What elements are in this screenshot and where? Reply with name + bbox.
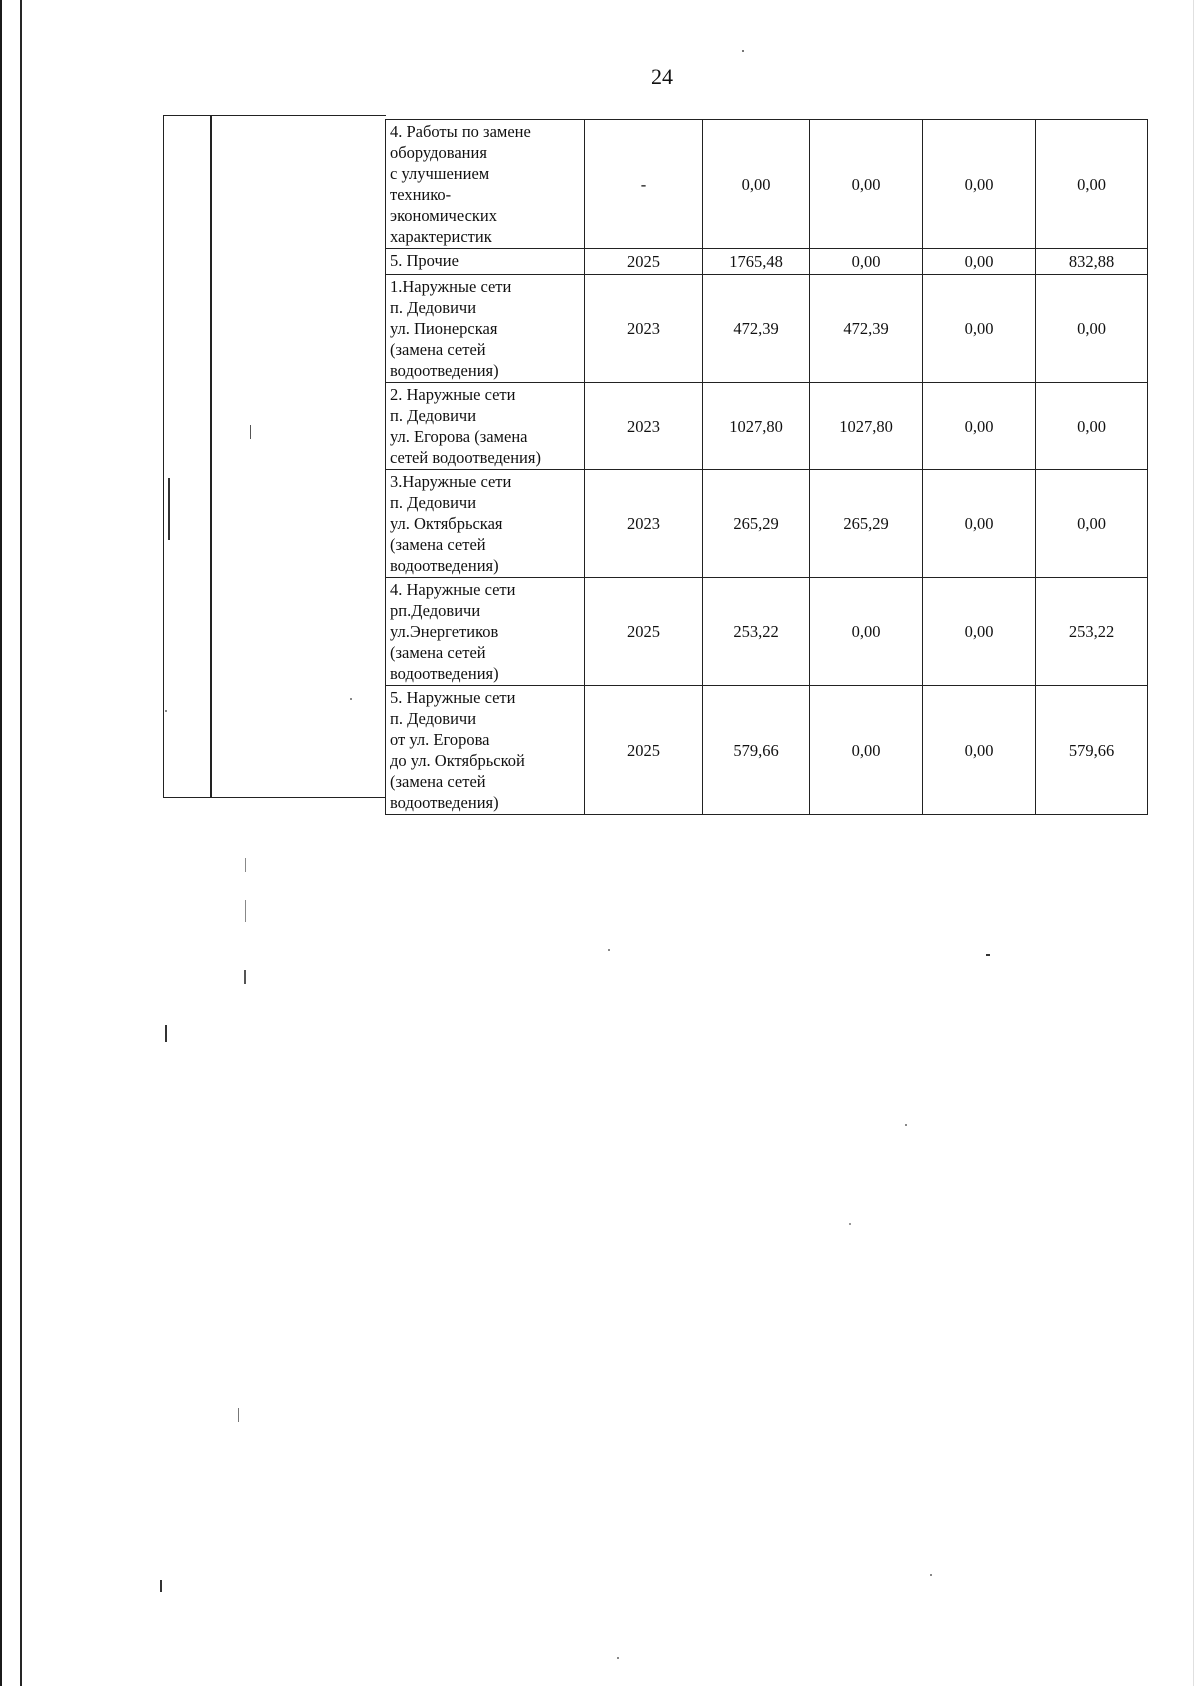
value-cell: 0,00 bbox=[1036, 470, 1148, 578]
row-name-cell: 5. Прочие bbox=[386, 249, 585, 275]
table-row bbox=[386, 120, 1148, 249]
scan-speck bbox=[168, 478, 170, 540]
scan-speck bbox=[350, 698, 352, 700]
value-cell: 0,00 bbox=[923, 578, 1036, 686]
table-row bbox=[386, 578, 1148, 686]
table-left-columns bbox=[163, 115, 386, 798]
table-row bbox=[386, 686, 1148, 815]
year-cell: 2023 bbox=[585, 470, 703, 578]
row-name-cell: 2. Наружные сети п. Дедовичи ул. Егорова (замена сетей водоотведения) bbox=[386, 383, 585, 470]
investment-table bbox=[385, 119, 1148, 815]
value-cell: 472,39 bbox=[810, 275, 923, 383]
scan-binding-edge-inner bbox=[20, 0, 22, 1686]
row-name-cell: 4. Работы по замене оборудования с улучшением технико- экономических характеристик bbox=[386, 120, 585, 249]
scan-speck bbox=[930, 1574, 932, 1576]
value-cell: 579,66 bbox=[1036, 686, 1148, 815]
scan-speck bbox=[905, 1124, 907, 1126]
value-cell: 0,00 bbox=[1036, 383, 1148, 470]
value-cell: 0,00 bbox=[810, 578, 923, 686]
value-cell: 0,00 bbox=[923, 383, 1036, 470]
scan-speck bbox=[245, 900, 246, 922]
scan-speck bbox=[245, 858, 246, 872]
value-cell: 265,29 bbox=[703, 470, 810, 578]
value-cell: 253,22 bbox=[1036, 578, 1148, 686]
row-name-cell: 3.Наружные сети п. Дедовичи ул. Октябрьская (замена сетей водоотведения) bbox=[386, 470, 585, 578]
year-cell: 2025 bbox=[585, 686, 703, 815]
scan-speck bbox=[244, 970, 246, 984]
value-cell: 0,00 bbox=[810, 120, 923, 249]
value-cell: 0,00 bbox=[1036, 275, 1148, 383]
value-cell: 832,88 bbox=[1036, 249, 1148, 275]
scan-speck bbox=[160, 1580, 162, 1592]
row-name-cell: 5. Наружные сети п. Дедовичи от ул. Егорова до ул. Октябрьской (замена сетей водоотведения) bbox=[386, 686, 585, 815]
scan-speck bbox=[238, 1408, 239, 1422]
value-cell: 0,00 bbox=[923, 686, 1036, 815]
scan-right-edge bbox=[1193, 0, 1194, 1686]
year-cell: - bbox=[585, 120, 703, 249]
year-cell: 2025 bbox=[585, 249, 703, 275]
value-cell: 0,00 bbox=[923, 470, 1036, 578]
value-cell: 0,00 bbox=[810, 249, 923, 275]
scan-speck bbox=[986, 954, 990, 956]
value-cell: 472,39 bbox=[703, 275, 810, 383]
scan-speck bbox=[608, 949, 610, 951]
scan-speck bbox=[617, 1657, 619, 1659]
year-cell: 2023 bbox=[585, 383, 703, 470]
value-cell: 0,00 bbox=[923, 120, 1036, 249]
scan-speck bbox=[165, 710, 167, 712]
row-name-cell: 4. Наружные сети рп.Дедовичи ул.Энергетиков (замена сетей водоотведения) bbox=[386, 578, 585, 686]
scan-speck bbox=[742, 50, 744, 52]
scan-speck bbox=[165, 1025, 167, 1042]
value-cell: 0,00 bbox=[923, 275, 1036, 383]
table-row bbox=[386, 249, 1148, 275]
table-row bbox=[386, 275, 1148, 383]
table-row bbox=[386, 470, 1148, 578]
table-row bbox=[386, 383, 1148, 470]
value-cell: 579,66 bbox=[703, 686, 810, 815]
scan-binding-edge bbox=[0, 0, 2, 1686]
value-cell: 265,29 bbox=[810, 470, 923, 578]
value-cell: 0,00 bbox=[703, 120, 810, 249]
value-cell: 1027,80 bbox=[703, 383, 810, 470]
value-cell: 0,00 bbox=[923, 249, 1036, 275]
value-cell: 0,00 bbox=[810, 686, 923, 815]
scan-speck bbox=[250, 425, 251, 439]
value-cell: 1027,80 bbox=[810, 383, 923, 470]
page-number: 24 bbox=[651, 64, 673, 89]
year-cell: 2025 bbox=[585, 578, 703, 686]
scan-speck bbox=[849, 1223, 851, 1225]
year-cell: 2023 bbox=[585, 275, 703, 383]
column-divider bbox=[210, 115, 212, 798]
value-cell: 253,22 bbox=[703, 578, 810, 686]
value-cell: 1765,48 bbox=[703, 249, 810, 275]
row-name-cell: 1.Наружные сети п. Дедовичи ул. Пионерская (замена сетей водоотведения) bbox=[386, 275, 585, 383]
value-cell: 0,00 bbox=[1036, 120, 1148, 249]
